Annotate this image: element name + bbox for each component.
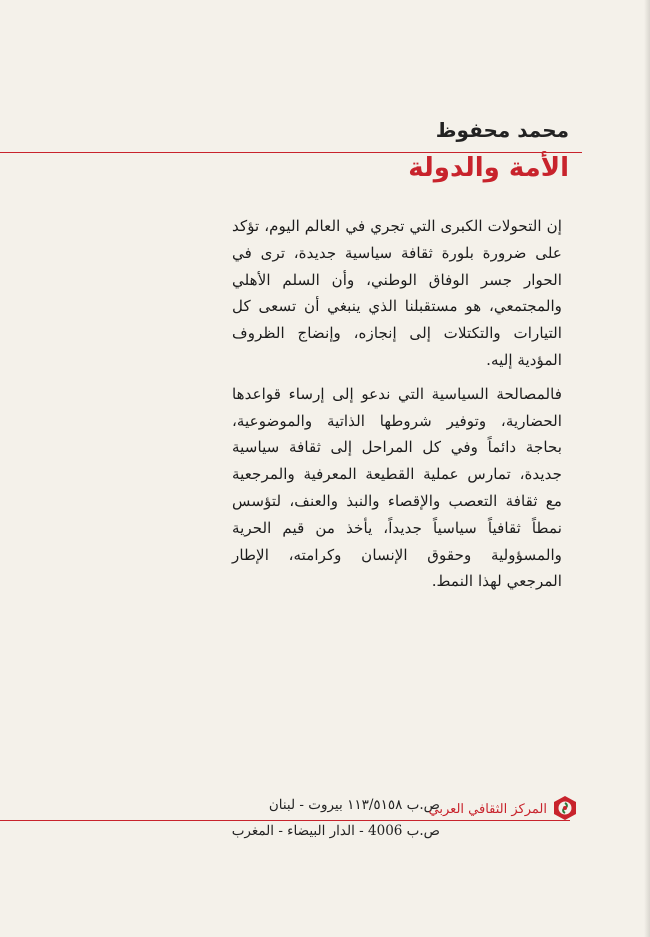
- blurb-paragraph: إن التحولات الكبرى التي تجري في العالم اليوم، تؤكد على ضرورة بلورة ثقافة سياسية جديدة، ترى في الحوار جسر الوفاق الوطني، وأن السلم الأهلي والمجتمعي، هو مستقبلنا الذي ينبغي أن تسعى كل التيارات والتكتلات إلى إنجازه، وإنضاج الظروف المؤدية إليه.: [232, 217, 562, 369]
- blurb-paragraph: فالمصالحة السياسية التي ندعو إلى إرساء قواعدها الحضارية، وتوفير شروطها الذاتية والموضوعية، بحاجة دائماً وفي كل المراحل إلى ثقافة سياسية جديدة، تمارس عملية القطيعة المعرفية والمرجعية مع ثقافة التعصب والإقصاء والنبذ والعنف، لتؤسس نمطاً ثقافياً سياسياً جديداً، يأخذ من قيم الحرية والمسؤولية وحقوق الإنسان وكرامته، الإطار المرجعي لهذا النمط.: [232, 384, 562, 591]
- publisher-address-casablanca: ص.ب 4006 - الدار البيضاء - المغرب: [231, 823, 440, 839]
- author-name: محمد محفوظ: [435, 118, 569, 142]
- publisher-logo-icon: [553, 795, 577, 821]
- publisher-name: المركز الثقافي العربي: [428, 802, 547, 817]
- page-edge-shadow: [644, 0, 650, 937]
- publisher-address-beirut: ص.ب ١١٣/٥١٥٨ بيروت - لبنان: [268, 797, 440, 813]
- bottom-divider: [0, 820, 570, 821]
- book-title: الأمة والدولة: [408, 153, 569, 183]
- blurb-text: [232, 213, 562, 595]
